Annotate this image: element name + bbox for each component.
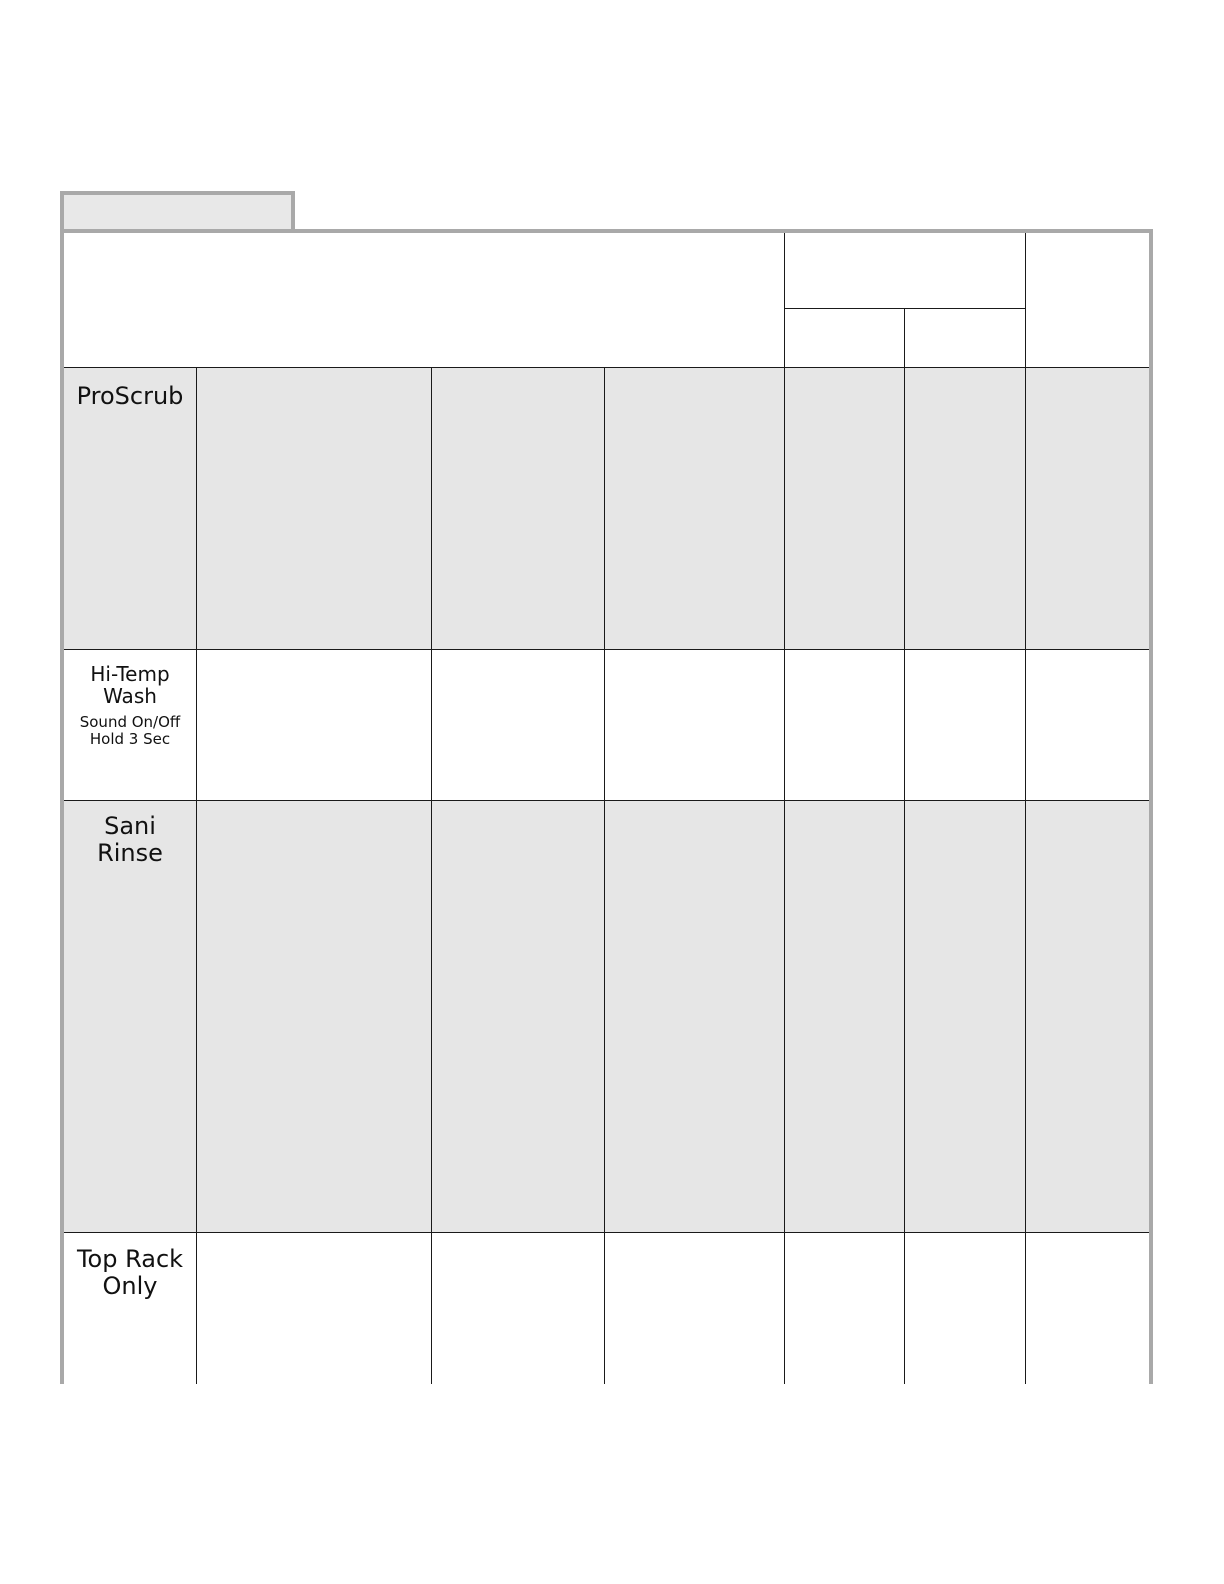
cycle-label-sani-rinse bbox=[64, 814, 196, 865]
cycle-title-line: Only bbox=[102, 1272, 158, 1300]
cycle-title-line: Top Rack bbox=[76, 1245, 184, 1273]
col-line-6 bbox=[1025, 368, 1026, 1384]
row-band-sani-rinse bbox=[64, 800, 1149, 1232]
cycle-title-line: Rinse bbox=[97, 839, 163, 867]
row-line-2 bbox=[64, 649, 1149, 650]
cycle-title-line: Sani bbox=[104, 812, 156, 840]
cycle-title-line: Wash bbox=[103, 684, 157, 708]
col-line-2 bbox=[431, 368, 432, 1384]
header-vline-c bbox=[1025, 233, 1026, 368]
header-vline-a bbox=[784, 233, 785, 368]
col-line-4 bbox=[784, 368, 785, 1384]
header-vline-b bbox=[904, 308, 905, 368]
row-line-1 bbox=[64, 367, 1149, 368]
row-band-proscrub bbox=[64, 368, 1149, 649]
row-line-3 bbox=[64, 800, 1149, 801]
row-line-4 bbox=[64, 1232, 1149, 1233]
cycle-label-proscrub bbox=[64, 384, 196, 408]
header-divider bbox=[785, 308, 1025, 309]
cycle-label-top-rack-only bbox=[64, 1247, 196, 1298]
col-line-1 bbox=[196, 368, 197, 1384]
cycle-label-hi-temp-wash bbox=[64, 664, 196, 747]
header-tab bbox=[60, 191, 295, 232]
cycle-title-line: Hi-Temp bbox=[90, 662, 170, 686]
cycle-subtitle-line: Hold 3 Sec bbox=[89, 729, 171, 748]
cycle-title-line: ProScrub bbox=[76, 382, 184, 410]
col-line-3 bbox=[604, 368, 605, 1384]
cycle-subtitle-line: Sound On/Off bbox=[79, 713, 181, 731]
col-line-5 bbox=[904, 368, 905, 1384]
